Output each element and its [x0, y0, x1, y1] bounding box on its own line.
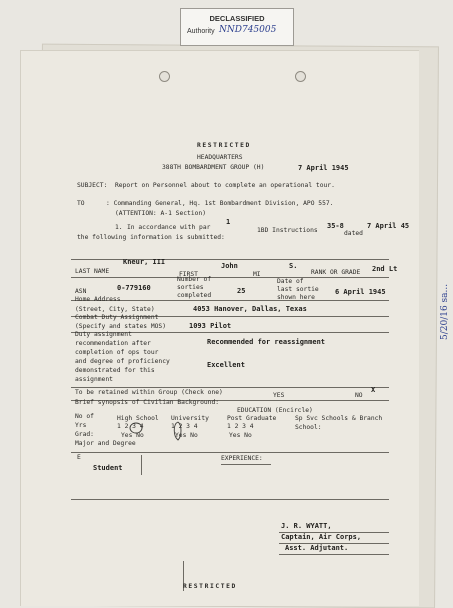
sp-svc-label-1: Sp Svc Schools & Branch [295, 415, 383, 422]
signature-title-1: Captain, Air Corps, [281, 533, 362, 541]
declassified-label: DECLASSIFIED [209, 14, 265, 23]
row-rule-1 [71, 277, 389, 278]
duty-recommendation-value: Recommended for reassignment [207, 338, 326, 346]
sp-svc-label-2: School: [295, 424, 322, 431]
to-line-1: : Commanding General, Hq. 1st Bombardment Division, APO 557. [106, 200, 334, 207]
combat-duty-value: 1093 Pilot [189, 322, 232, 330]
sorties-label-1: Number of [177, 276, 212, 283]
punch-hole-left [159, 71, 170, 82]
punch-hole-right [295, 71, 306, 82]
margin-handwritten-note: 5/20/16 sa... [440, 283, 450, 340]
rank-value: 2nd Lt [372, 265, 398, 273]
asn-label: ASN [75, 288, 87, 295]
first-name-label: FIRST [179, 271, 198, 278]
last-name-value: Kneur, III [123, 258, 166, 266]
experience-underline [221, 464, 271, 465]
sorties-label-2: sorties [177, 284, 204, 291]
sorties-value: 25 [237, 287, 246, 295]
duty-label-5: demonstrated for this [75, 367, 155, 374]
university-grad: Yes No [175, 432, 198, 439]
home-address-value: 4053 Hanover, Dallas, Texas [193, 305, 307, 313]
student-value: Student [93, 464, 123, 472]
post-graduate-label: Post Graduate [227, 415, 277, 422]
last-sortie-value: 6 April 1945 [335, 288, 386, 296]
duty-label-6: assignment [75, 376, 113, 383]
last-sortie-label-3: shown here [277, 294, 315, 301]
paragraph-line-2: the following information is submitted: [77, 234, 225, 241]
high-school-years: 1 2 3 4 [117, 423, 144, 430]
major-degree-label: Major and Degree [75, 440, 136, 447]
authority-label: Authority [187, 28, 215, 35]
last-sortie-label-1: Date of [277, 278, 304, 285]
synopsis-label: Brief synopsis of Civilian Background: [75, 399, 220, 406]
sorties-label-3: completed [177, 292, 212, 299]
experience-label: EXPERIENCE: [221, 455, 263, 462]
proficiency-value: Excellent [207, 361, 245, 369]
signature-rule-2 [279, 543, 389, 544]
duty-label-4: and degree of proficiency [75, 358, 170, 365]
duty-label-1: Duty assignment [75, 331, 132, 338]
instructions-date: 7 April 45 [367, 222, 410, 230]
high-school-label: High School [117, 415, 159, 422]
group-line: 388TH BOMBARDMENT GROUP (H) [162, 164, 265, 171]
instructions-label: 1BD Instructions [257, 227, 318, 234]
e-label: E [77, 454, 81, 461]
dated-label: dated [344, 230, 363, 237]
grad-label: Grad: [75, 431, 94, 438]
yrs-label: Yrs [75, 422, 87, 429]
mi-label: MI [253, 271, 261, 278]
authority-code: NND745005 [219, 25, 277, 35]
instructions-number: 35-8 [327, 222, 344, 230]
row-rule-8 [71, 499, 389, 500]
headquarters-line: HEADQUARTERS [197, 154, 243, 161]
education-label: EDUCATION (Encircle) [237, 407, 313, 414]
first-name-value: John [221, 262, 238, 270]
document-page [20, 50, 419, 606]
retained-label: To be retained within Group (Check one) [75, 389, 223, 396]
home-label-2: (Street, City, State) [75, 306, 155, 313]
subject-label: SUBJECT: [77, 182, 108, 189]
circled-year-mark [129, 421, 143, 435]
paragraph-value: 1 [226, 218, 231, 226]
asn-value: 0-779160 [117, 284, 151, 292]
no-label: NO [355, 392, 363, 399]
post-graduate-grad: Yes No [229, 432, 252, 439]
high-school-grad: Yes No [121, 432, 144, 439]
to-label: TO [77, 200, 85, 207]
combat-label-2: (Specify and states MOS) [75, 323, 166, 330]
row-rule-7 [71, 452, 389, 453]
paragraph-line-1: In accordance with par [127, 224, 211, 231]
signature-rule-3 [279, 554, 389, 555]
last-name-label: LAST NAME [75, 268, 110, 275]
signature-rule-1 [279, 532, 389, 533]
to-line-2: (ATTENTION: A-1 Section) [115, 210, 206, 217]
university-years: 1 2 3 4 [171, 423, 198, 430]
university-circle-mark [171, 420, 185, 442]
paragraph-number: 1. [115, 224, 123, 231]
university-label: University [171, 415, 209, 422]
declassified-stamp [180, 8, 294, 46]
no-of-label: No of [75, 413, 94, 420]
no-checkmark: X [371, 386, 376, 394]
classification-top: RESTRICTED [197, 142, 251, 149]
education-divider [141, 455, 142, 475]
combat-label-1: Combat Duty Assignment [75, 314, 159, 321]
row-rule-5 [71, 387, 389, 388]
last-sortie-label-2: last sortie [277, 286, 319, 293]
signature-title-2: Asst. Adjutant. [285, 544, 349, 552]
subject-text: Report on Personnel about to complete an operational tour. [115, 182, 335, 189]
signature-name: J. R. WYATT, [281, 522, 332, 530]
classification-bottom: RESTRICTED [183, 583, 237, 590]
yes-label: YES [273, 392, 285, 399]
form-top-rule [71, 259, 389, 260]
rank-label: RANK OR GRADE [311, 269, 361, 276]
duty-label-2: recommendation after [75, 340, 151, 347]
mi-value: S. [289, 262, 298, 270]
home-label-1: Home Address [75, 296, 121, 303]
post-graduate-years: 1 2 3 4 [227, 423, 254, 430]
duty-label-3: completion of ops tour [75, 349, 159, 356]
report-date: 7 April 1945 [298, 164, 349, 172]
